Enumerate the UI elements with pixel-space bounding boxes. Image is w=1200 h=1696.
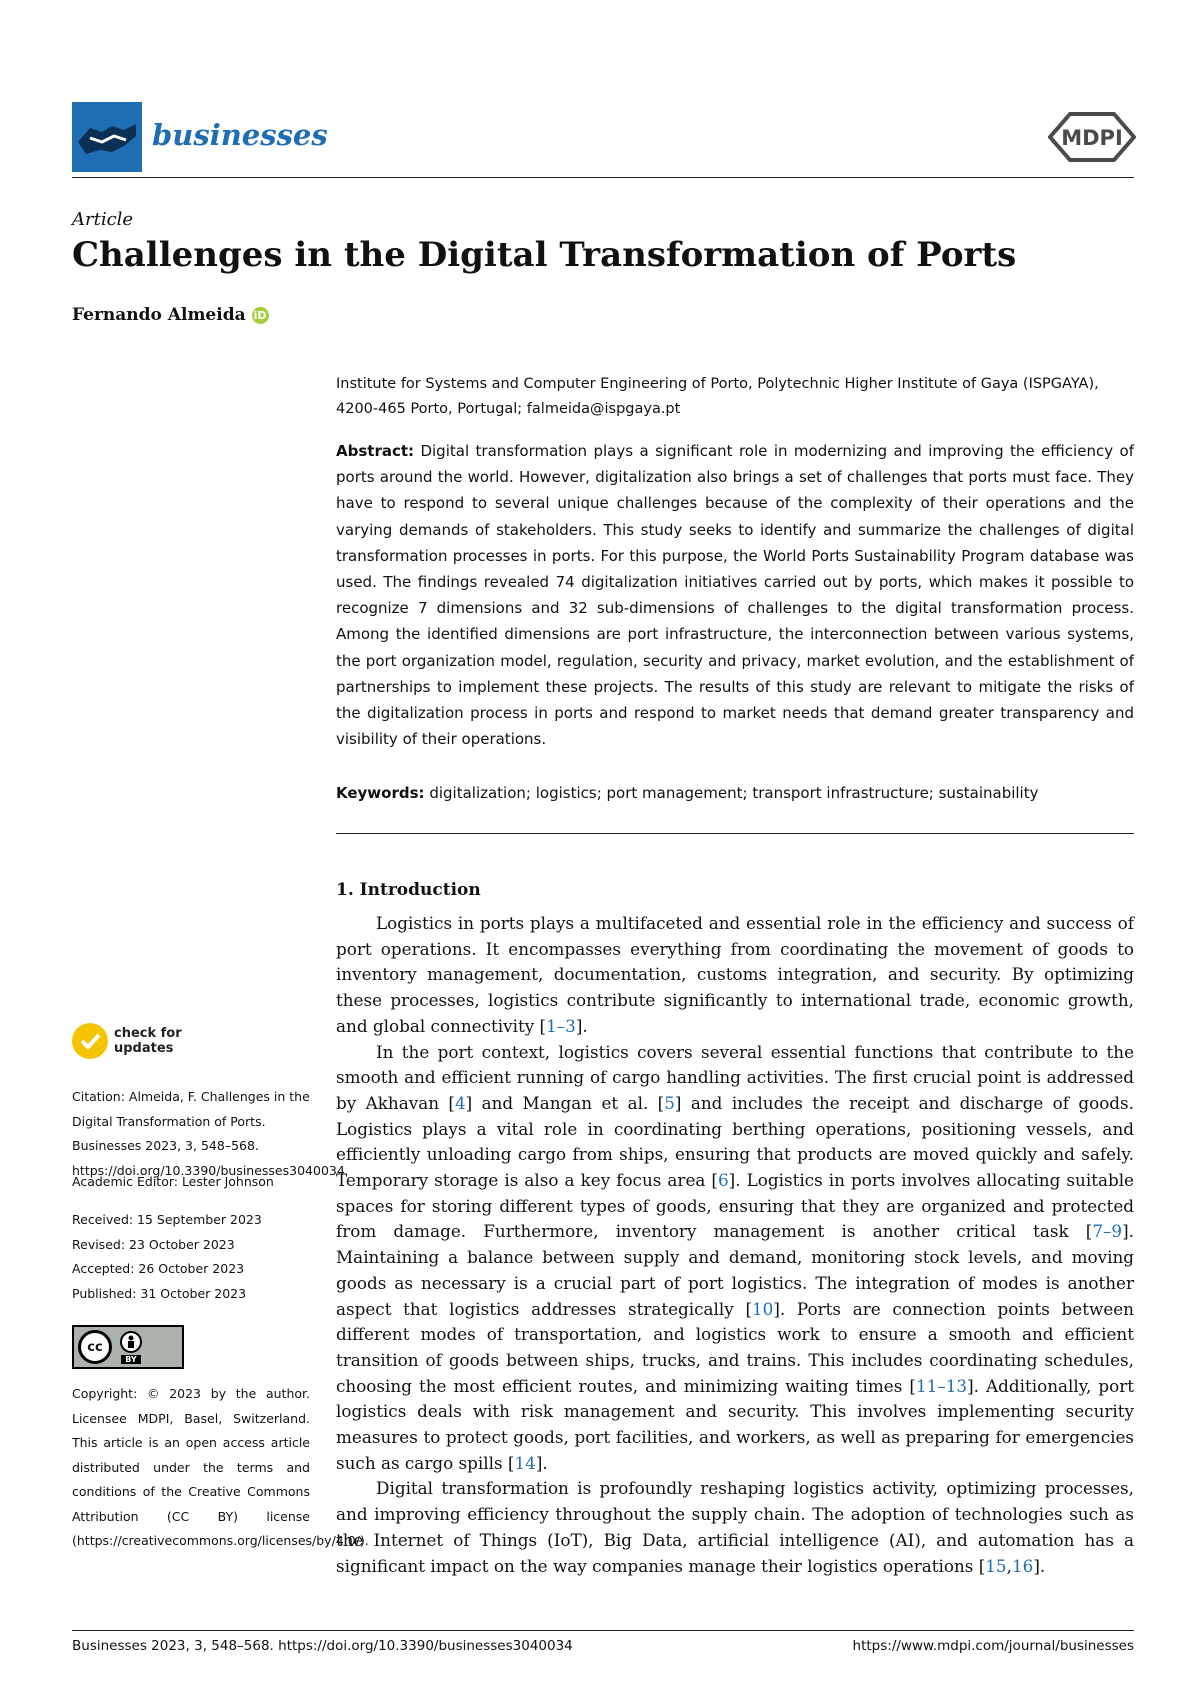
- citation-link[interactable]: 6: [717, 1170, 729, 1191]
- footer-citation[interactable]: Businesses 2023, 3, 548–568. https://doi.org/10.3390/businesses3040034: [72, 1638, 573, 1654]
- keywords-divider: [336, 833, 1134, 834]
- check-for-updates-button[interactable]: [72, 1023, 182, 1059]
- revised-date: Revised: 23 October 2023: [72, 1236, 235, 1252]
- svg-text:MDPI: MDPI: [1061, 126, 1123, 150]
- paragraph: Digital transformation is profoundly reshaping logistics activity, optimizing processes, and improving efficiency throughout the supply chain. The adoption of technologies such as the Internet of Things (IoT), Big Data, artificial intelligence (AI), and automation has a significant impact on the way companies manage their logistics operations [15,16].: [336, 1478, 1134, 1576]
- footer-divider: [72, 1630, 1134, 1631]
- paragraph: In the port context, logistics covers several essential functions that contribute to the smooth and efficient running of cargo handling activities. The first crucial point is addressed by Akhavan [4] and Mangan et al. [5] and includes the receipt and discharge of goods. Logistics plays a vital role in coordinating berthing operations, positioning vessels, and efficiently unloading cargo from ships, ensuring that products are moved quickly and safely. Temporary storage is also a key focus area [6]. Logistics in ports involves allocating suitable spaces for storing different types of goods, ensuring that they are organized and protected from damage. Furthermore, inventory management is another critical task [7–9]. Maintaining a balance between supply and demand, monitoring stock levels, and moving goods as necessary is a crucial part of port logistics. The integration of modes is another aspect that logistics addresses strategically [10]. Ports are connection points between different modes of transportation, and logistics work to ensure a smooth and efficient transition of goods between ships, trucks, and trains. This includes coordinating schedules, choosing the most efficient routes, and minimizing waiting times [11–13]. Additionally, port logistics deals with risk management and security. This involves implementing security measures to protect goods, port facilities, and workers, as well as preparing for emergencies such as cargo spills [14].: [336, 1041, 1134, 1473]
- paragraph: Logistics in ports plays a multifaceted and essential role in the efficiency and success of port operations. It encompasses everything from coordinating the movement of goods to inventory management, documentation, customs integration, and security. By optimizing these processes, logistics contribute significantly to international trade, economic growth, and global connectivity [1–3].: [336, 913, 1134, 1036]
- cc-icon: cc: [78, 1330, 112, 1364]
- article-type: Article: [72, 209, 134, 230]
- published-date: Published: 31 October 2023: [72, 1285, 247, 1301]
- updates-label: check for: [114, 1026, 182, 1041]
- checkmark-icon: [72, 1023, 108, 1059]
- keywords-text: digitalization; logistics; port management; transport infrastructure; sustainability: [429, 784, 1039, 802]
- citation-link[interactable]: 1–3: [546, 1015, 576, 1036]
- abstract-label: Abstract:: [336, 442, 415, 460]
- received-date: Received: 15 September 2023: [72, 1212, 262, 1227]
- person-icon: [120, 1331, 142, 1353]
- mdpi-logo-icon: [1048, 112, 1136, 166]
- keywords: [336, 780, 1134, 806]
- article-title: Challenges in the Digital Transformation of Ports: [72, 235, 1017, 275]
- citation-link[interactable]: 10: [752, 1298, 774, 1319]
- abstract-text: Digital transformation plays a significant role in modernizing and improving the efficiency of ports around the world. However, digitalization also brings a set of challenges that ports must face. They have to respond to several unique challenges because of the complexity of their operations and the varying demands of stakeholders. This study seeks to identify and summarize the challenges of digital transformation processes in ports. For this purpose, the World Ports Sustainability Program database was used. The findings revealed 74 digitalization initiatives carried out by ports, which makes it possible to recognize 7 dimensions and 32 sub-dimensions of challenges to the digital transformation process. Among the identified dimensions are port infrastructure, the interconnection between various systems, the port organization model, regulation, security and privacy, market evolution, and the establishment of partnerships to implement these projects. The results of this study are relevant to mitigate the risks of the digitalization process in ports and respond to market needs that demand greater transparency and visibility of their operations.: [336, 442, 1134, 749]
- updates-label: updates: [114, 1041, 174, 1056]
- footer-journal-url[interactable]: https://www.mdpi.com/journal/businesses: [852, 1638, 1134, 1654]
- affiliation-line: Institute for Systems and Computer Engineering of Porto, Polytechnic Higher Institute of Gaya (ISPGAYA),: [336, 376, 1099, 392]
- academic-editor: Academic Editor: Lester Johnson: [72, 1174, 274, 1189]
- abstract: [336, 438, 1134, 752]
- publication-dates: [72, 1208, 310, 1306]
- by-label: BY: [121, 1355, 140, 1364]
- citation-link[interactable]: 5: [664, 1092, 675, 1113]
- section-heading: 1. Introduction: [336, 880, 481, 900]
- citation-link[interactable]: 14: [514, 1452, 536, 1473]
- citation-link[interactable]: 11–13: [915, 1375, 968, 1396]
- cc-by-license-icon[interactable]: [72, 1325, 184, 1369]
- introduction-body: [336, 911, 1134, 1579]
- citation-link[interactable]: 4: [454, 1092, 466, 1113]
- affiliation: [336, 372, 1134, 422]
- author-line: [72, 305, 269, 325]
- accepted-date: Accepted: 26 October 2023: [72, 1261, 245, 1276]
- author-name[interactable]: Fernando Almeida: [72, 305, 246, 325]
- journal-name: businesses: [152, 118, 328, 152]
- citation-info: Citation: Almeida, F. Challenges in the Digital Transformation of Ports. Businesses 2023, 3, 548–568. https://doi.org/10.3390/businesses3040034: [72, 1089, 345, 1178]
- copyright-notice: Copyright: © 2023 by the author. Licensee MDPI, Basel, Switzerland. This article is an open access article distributed under the terms and conditions of the Creative Commons Attribution (CC BY) license (https://creativecommons.org/licenses/by/4.0/).: [72, 1386, 369, 1548]
- orcid-icon[interactable]: iD: [252, 307, 269, 324]
- keywords-label: Keywords:: [336, 784, 425, 802]
- citation-link[interactable]: 16: [1011, 1555, 1034, 1576]
- journal-logo-icon: [72, 102, 142, 172]
- affiliation-line: 4200-465 Porto, Portugal; falmeida@ispgaya.pt: [336, 401, 681, 417]
- header-divider: [72, 177, 1134, 178]
- citation-link[interactable]: 7–9: [1092, 1221, 1123, 1242]
- citation-link[interactable]: 15: [985, 1555, 1007, 1576]
